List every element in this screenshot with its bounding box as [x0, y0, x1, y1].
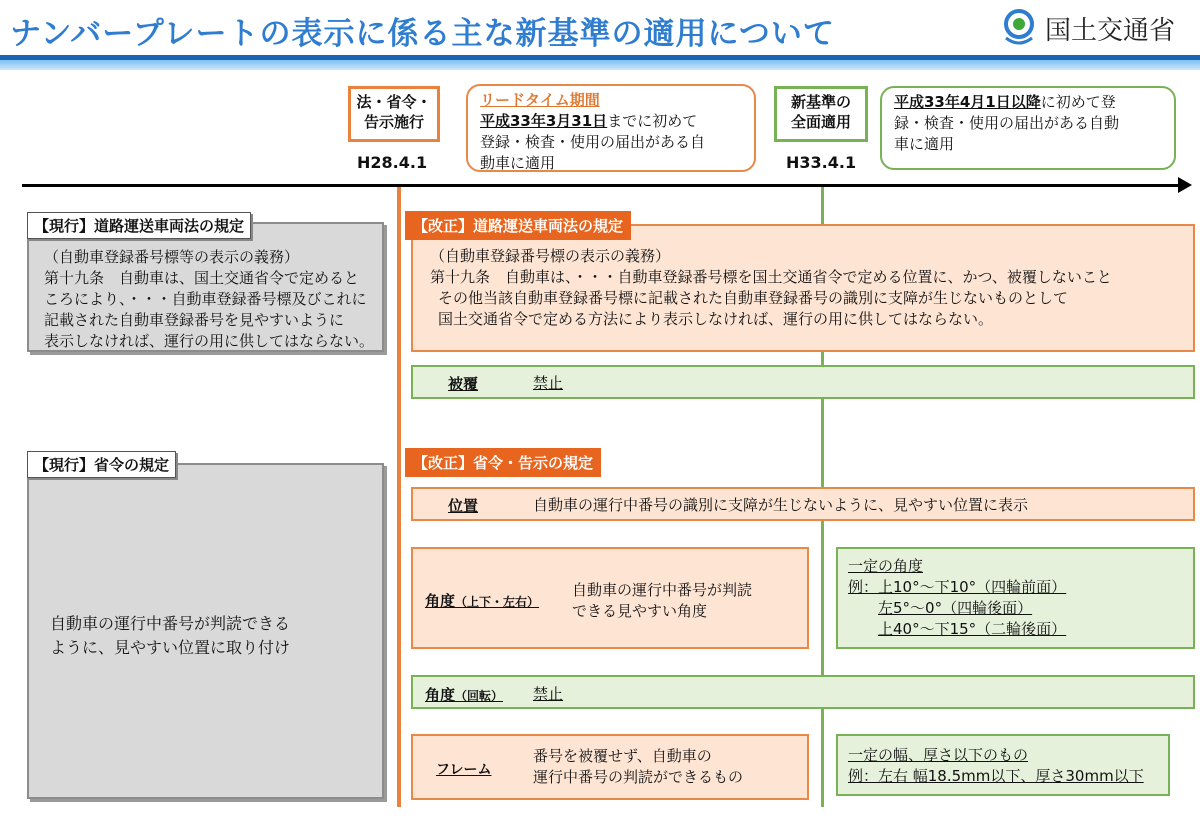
- angle-spec-line: 上40°～下15°（二輪後面）: [878, 620, 1067, 638]
- current-ordinance-line: ように、見やすい位置に取り付け: [50, 638, 291, 657]
- angle-line: できる見やすい角度: [572, 602, 708, 620]
- mlit-logo-icon: [1002, 8, 1036, 46]
- angle-text: [572, 580, 752, 622]
- cover-row: [411, 365, 1195, 399]
- after-application-note: [880, 86, 1176, 170]
- timeline-arrow-icon: [1178, 177, 1192, 193]
- milestone-full-line2: 全面適用: [790, 113, 851, 131]
- cover-value: 禁止: [533, 374, 564, 392]
- revised-law-line: 第十九条 自動車は、・・・自動車登録番号標を国土交通省令で定める位置に、かつ、被覆しないこと: [430, 268, 1112, 286]
- frame-line: 運行中番号の判読ができるもの: [533, 768, 744, 786]
- lead-time-line1: までに初めて: [607, 112, 698, 130]
- timeline-axis: [22, 184, 1182, 187]
- milestone-enforcement-date: H28.4.1: [357, 153, 428, 172]
- frame-text: [533, 746, 743, 788]
- after-line2: 録・検査・使用の届出がある自動: [894, 114, 1120, 132]
- rotation-label-main: 角度: [425, 686, 456, 704]
- current-law-line: 第十九条 自動車は、国土交通省令で定めると: [44, 269, 360, 287]
- after-date: 平成33年4月1日以降: [894, 93, 1041, 111]
- page-title: ナンバープレートの表示に係る主な新基準の適用について: [10, 16, 835, 52]
- lead-time-heading: リードタイム期間: [480, 91, 600, 109]
- angle-line: 自動車の運行中番号が判読: [572, 581, 753, 599]
- revised-law-text: [430, 246, 1190, 330]
- milestone-enforcement-line1: 法・省令・: [356, 93, 432, 111]
- current-law-line: 表示しなければ、運行の用に供してはならない。: [44, 332, 375, 350]
- rotation-row: [411, 675, 1195, 709]
- angle-spec-line: 左5°～0°（四輪後面）: [878, 599, 1033, 617]
- revised-law-line: その他当該自動車登録番号標に記載された自動車登録番号の識別に支障が生じないものとして: [438, 289, 1069, 307]
- current-ordinance-label: 【現行】省令の規定: [27, 451, 176, 478]
- angle-spec-line: 一定の角度: [848, 557, 924, 575]
- milestone-enforcement-line2: 告示施行: [363, 113, 424, 131]
- milestone-full-line1: 新基準の: [790, 93, 851, 111]
- current-law-text: [44, 247, 389, 352]
- frame-spec-text: [848, 745, 1144, 787]
- revised-law-label: 【改正】道路運送車両法の規定: [405, 211, 631, 240]
- after-line1: に初めて登: [1040, 93, 1116, 111]
- frame-spec-line: 一定の幅、厚さ以下のもの: [848, 746, 1029, 764]
- frame-label: フレーム: [436, 762, 492, 778]
- rotation-value: 禁止: [533, 685, 564, 703]
- position-label: 位置: [448, 497, 479, 515]
- cover-label: 被覆: [448, 375, 479, 393]
- enforcement-divider-line: [397, 187, 401, 807]
- position-value: 自動車の運行中番号の識別に支障が生じないように、見やすい位置に表示: [533, 496, 1029, 514]
- current-law-line: （自動車登録番号標等の表示の義務）: [44, 248, 300, 266]
- current-ordinance-line: 自動車の運行中番号が判読できる: [50, 614, 291, 633]
- angle-label-sub: （上下・左右）: [455, 595, 540, 609]
- revised-law-line: 国土交通省令で定める方法により表示しなければ、運行の用に供してはならない。: [438, 310, 994, 328]
- milestone-full-application-box: [774, 86, 868, 142]
- lead-time-line2: 登録・検査・使用の届出がある自: [480, 133, 706, 151]
- title-gradient-band: [0, 60, 1200, 70]
- after-line3: 車に適用: [894, 135, 955, 153]
- current-law-line: 記載された自動車登録番号を見やすいように: [44, 311, 345, 329]
- current-law-label: 【現行】道路運送車両法の規定: [27, 212, 251, 239]
- revised-ordinance-label: 【改正】省令・告示の規定: [405, 448, 601, 477]
- rotation-label-sub: （回転）: [455, 689, 504, 703]
- lead-time-line3: 動車に適用: [480, 154, 556, 172]
- angle-spec-text: [848, 556, 1066, 640]
- revised-law-line: （自動車登録番号標の表示の義務）: [430, 247, 671, 265]
- lead-time-note: [466, 84, 756, 172]
- rotation-label: [425, 684, 503, 705]
- logo-text: 国土交通省: [1045, 16, 1176, 46]
- angle-label-main: 角度: [425, 592, 456, 610]
- lead-time-deadline: 平成33年3月31日: [480, 112, 608, 130]
- milestone-full-date: H33.4.1: [786, 153, 857, 172]
- current-law-line: ころにより、・・・自動車登録番号標及びこれに: [44, 290, 367, 308]
- angle-label: [425, 590, 539, 611]
- frame-spec-line: 例：左右 幅18.5mm以下、厚さ30mm以下: [848, 767, 1144, 785]
- milestone-enforcement-box: [348, 86, 440, 142]
- current-ordinance-text: [50, 612, 290, 660]
- angle-spec-line: 例：上10°～下10°（四輪前面）: [848, 578, 1067, 596]
- frame-line: 番号を被覆せず、自動車の: [533, 747, 712, 765]
